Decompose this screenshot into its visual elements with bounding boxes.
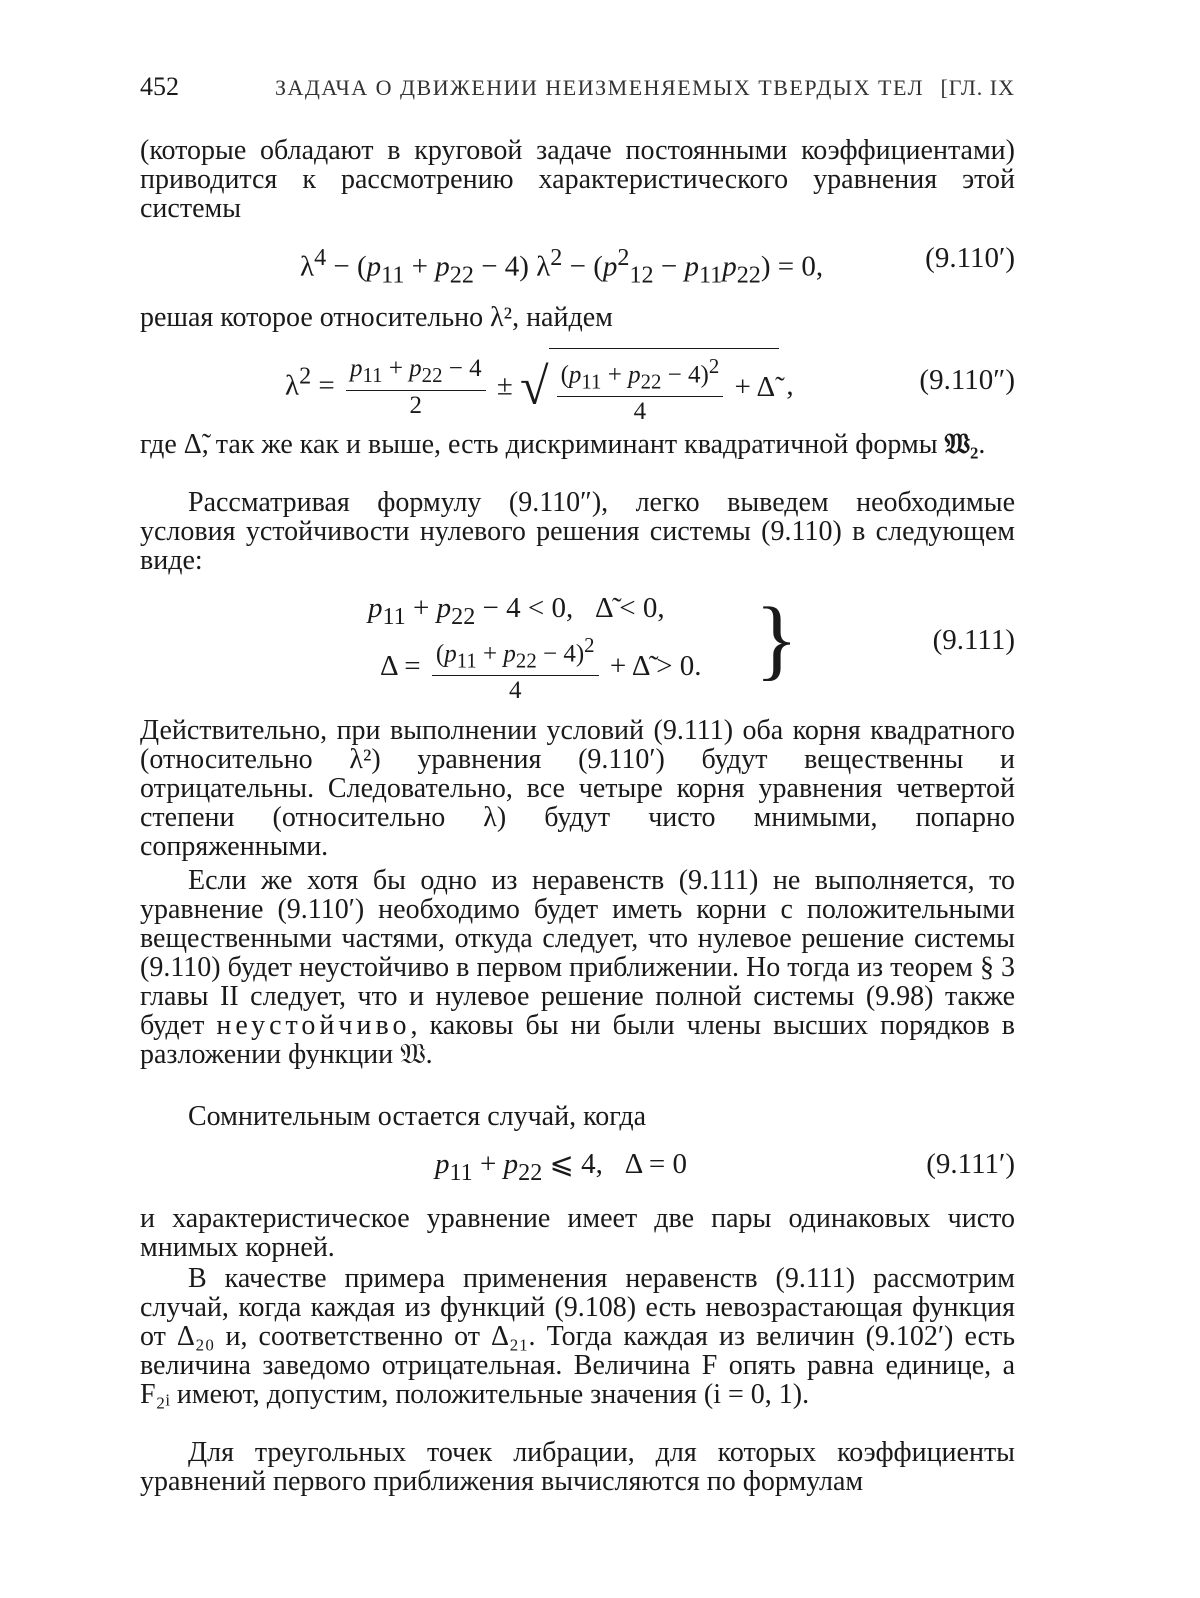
emphasized-text: неустойчиво	[216, 1010, 411, 1041]
paragraph-10: Для треугольных точек либрации, для которых коэффициенты уравнений первого приближения вычисляются по формулам	[140, 1437, 1015, 1497]
text-span: где	[140, 429, 184, 460]
paragraph-4: Рассматривая формулу (9.110″), легко выведем необходимые условия устойчивости нулевого решения системы (9.110) в следующем виде:	[140, 487, 1015, 576]
equation-tag: (9.111)	[932, 624, 1015, 656]
page-header	[140, 72, 1015, 106]
equation-9-110-double-prime	[140, 346, 1015, 426]
form-symbol: 𝔚₂	[944, 429, 979, 460]
paragraph-2: решая которое относительно λ², найдем	[140, 302, 613, 333]
brace-symbol: }	[755, 590, 799, 689]
paragraph-6	[140, 866, 1015, 1069]
text-span: , каковы бы ни были члены высших порядков в разложении функции 𝔚.	[140, 1010, 1015, 1070]
paragraph-9: В качестве примера применения неравенств (9.111) рассмотрим случай, когда каждая из функций (9.108) есть невозрастающая функция от Δ₂₀ и, соответственно от Δ₂₁. Тогда каждая из величин (9.102′) есть величина заведомо отрицательная. Величина F опять равна единице, а F₂ᵢ имеют, допустим, положительные значения (i = 0, 1).	[140, 1263, 1015, 1410]
equation-tag: (9.111′)	[926, 1148, 1015, 1180]
text-span: , так же как и выше, есть дискриминант квадратичной формы	[201, 429, 945, 460]
equation-line-1: $p_{11} + p_{22} - 4 < 0$, Δ̃ < 0,	[368, 592, 665, 630]
paragraph-7: Сомнительным остается случай, когда	[188, 1101, 647, 1132]
equation-line-2: Δ = $\frac{(p_{11} + p_{22} - 4)^2}{4}$ + Δ̃ > 0.	[380, 630, 702, 706]
paragraph-1: (которые обладают в круговой задаче постоянными коэффициентами) приводится к рассмотрению характеристического уравнения этой системы	[140, 135, 1015, 224]
paragraph-5: Действительно, при выполнении условий (9.111) оба корня квадратного (относительно λ²) уравнения (9.110′) будут вещественны и отрицательны. Следовательно, все четыре корня уравнения четвертой степени (относительно λ) будут чисто мнимыми, попарно сопряженными.	[140, 715, 1015, 862]
paragraph-8: и характеристическое уравнение имеет две пары одинаковых чисто мнимых корней.	[140, 1203, 1015, 1263]
equation-body: $p_{11} + p_{22}$ ⩽ 4, Δ = 0	[435, 1148, 687, 1186]
chapter-label: [ГЛ. IX	[940, 75, 1015, 100]
equation-tag: (9.110″)	[919, 364, 1015, 396]
text-span: .	[978, 429, 986, 460]
text-span: Если же хотя бы одно из неравенств (9.111) не выполняется, то уравнение (9.110′) необходимо будет иметь корни с положительными вещественными частями, откуда следует, что нулевое решение системы (9.110) будет неустойчиво в первом приближении. Но тогда из теорем § 3 главы II следует, что и нулевое решение полной системы (9.98) также будет	[140, 865, 1015, 1041]
equation-9-111	[140, 590, 1015, 705]
paragraph-3	[140, 430, 1015, 459]
equation-tag: (9.110′)	[925, 242, 1015, 274]
equation-body: $\lambda^4 - (p_{11} + p_{22} - 4) \lambda^2 - (p^2_{12} - p_{11}p_{22}) = 0$,	[300, 244, 824, 289]
page-number: 452	[140, 72, 179, 101]
equation-body: $\lambda^2$ = $\frac{p_{11} + p_{22} - 4}{2}$ ± √ $\frac{(p_{11} + p_{22} - 4)^2}{4}$ + Δ̃ ,	[285, 348, 794, 427]
running-title: ЗАДАЧА О ДВИЖЕНИИ НЕИЗМЕНЯЕМЫХ ТВЕРДЫХ ТЕЛ	[275, 75, 925, 100]
delta-symbol: Δ̃	[183, 429, 202, 460]
